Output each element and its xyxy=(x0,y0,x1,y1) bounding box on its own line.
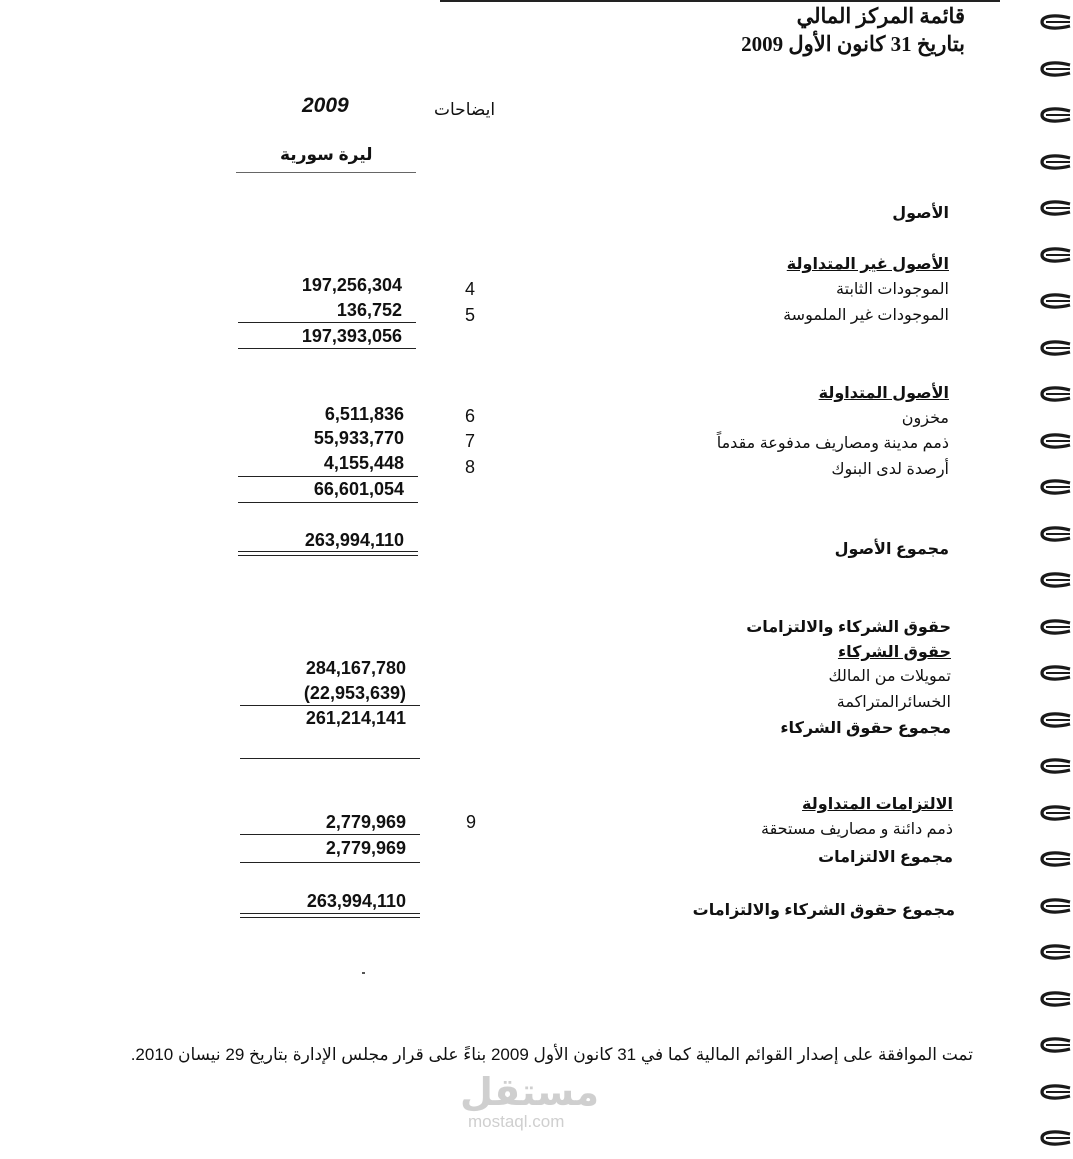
inventory-amount: 6,511,836 xyxy=(324,404,404,424)
binding-ring-icon xyxy=(1040,107,1070,121)
binding-ring-icon xyxy=(1040,1037,1070,1051)
watermark-logo: مستقل xyxy=(460,1072,599,1114)
subtotal-rule xyxy=(238,348,416,349)
fixed-assets-note: 4 xyxy=(464,279,475,299)
equity-heading: حقوق الشركاء xyxy=(837,644,951,661)
intangible-assets-note: 5 xyxy=(464,305,475,325)
bank-balances-note: 8 xyxy=(464,457,475,477)
blank-rule xyxy=(240,758,420,759)
receivables-note: 7 xyxy=(464,431,475,451)
grand-total-amount: 263,994,110 xyxy=(306,891,406,911)
total-equity-label: مجموع حقوق الشركاء xyxy=(780,720,951,737)
binding-ring-icon xyxy=(1040,712,1070,726)
total-assets-amount: 263,994,110 xyxy=(304,530,404,550)
binding-ring-icon xyxy=(1040,154,1070,168)
bank-balances-label: أرصدة لدى البنوك xyxy=(831,461,949,478)
accumulated-losses-label: الخسائرالمتراكمة xyxy=(836,694,951,711)
owner-funding-label: تمويلات من المالك xyxy=(828,668,951,685)
scan-speck xyxy=(362,972,365,974)
total-liabilities-amount: 2,779,969 xyxy=(325,838,406,858)
current-assets-heading: الأصول المتداولة xyxy=(818,385,949,402)
fixed-assets-amount: 197,256,304 xyxy=(301,275,402,295)
equity-liabilities-heading: حقوق الشركاء والالتزامات xyxy=(746,619,951,636)
statement-date: بتاريخ 31 كانون الأول 2009 xyxy=(741,32,965,56)
intangible-assets-amount: 136,752 xyxy=(336,300,402,320)
currency-underline xyxy=(236,172,416,173)
payables-label: ذمم دائنة و مصاريف مستحقة xyxy=(760,821,953,838)
total-rule xyxy=(238,551,418,552)
binding-ring-icon xyxy=(1040,851,1070,865)
subtotal-rule xyxy=(240,862,420,863)
total-rule xyxy=(240,917,420,918)
binding-ring-icon xyxy=(1040,898,1070,912)
binding-ring-icon xyxy=(1040,247,1070,261)
year-column-header: 2009 xyxy=(302,94,349,117)
binding-ring-icon xyxy=(1040,433,1070,447)
receivables-amount: 55,933,770 xyxy=(313,428,404,448)
watermark-url: mostaql.com xyxy=(468,1112,565,1131)
approval-footnote: تمت الموافقة على إصدار القوائم المالية كما في 31 كانون الأول 2009 بناءً على قرار مجلس الإدارة بتاريخ 29 نيسان 2010. xyxy=(130,1045,973,1064)
binding-ring-icon xyxy=(1040,805,1070,819)
binding-ring-icon xyxy=(1040,991,1070,1005)
top-border-line xyxy=(440,0,1000,2)
payables-note: 9 xyxy=(465,812,476,832)
fixed-assets-label: الموجودات الثابتة xyxy=(836,281,949,298)
binding-ring-icon xyxy=(1040,758,1070,772)
binding-ring-icon xyxy=(1040,340,1070,354)
accumulated-losses-amount: (22,953,639) xyxy=(303,683,406,703)
receivables-label: ذمم مدينة ومصاريف مدفوعة مقدماً xyxy=(716,435,949,452)
payables-amount: 2,779,969 xyxy=(325,812,406,832)
inventory-label: مخزون xyxy=(901,410,949,427)
subtotal-rule xyxy=(240,834,420,835)
binding-ring-icon xyxy=(1040,572,1070,586)
non-current-assets-subtotal: 197,393,056 xyxy=(301,326,402,346)
binding-ring-icon xyxy=(1040,479,1070,493)
binding-ring-icon xyxy=(1040,1084,1070,1098)
binding-ring-icon xyxy=(1040,944,1070,958)
non-current-assets-heading: الأصول غير المتداولة xyxy=(786,256,949,273)
statement-title: قائمة المركز المالي xyxy=(796,4,965,28)
owner-funding-amount: 284,167,780 xyxy=(305,658,406,678)
binding-ring-icon xyxy=(1040,14,1070,28)
subtotal-rule xyxy=(238,322,416,323)
binding-ring-icon xyxy=(1040,386,1070,400)
binding-ring-icon xyxy=(1040,619,1070,633)
total-liabilities-label: مجموع الالتزامات xyxy=(818,849,953,866)
current-liabilities-heading: الالتزامات المتداولة xyxy=(802,796,953,813)
binding-ring-icon xyxy=(1040,293,1070,307)
total-assets-label: مجموع الأصول xyxy=(834,541,949,558)
intangible-assets-label: الموجودات غير الملموسة xyxy=(783,307,949,324)
total-equity-amount: 261,214,141 xyxy=(305,708,406,728)
inventory-note: 6 xyxy=(464,406,475,426)
grand-total-label: مجموع حقوق الشركاء والالتزامات xyxy=(692,902,955,919)
binding-ring-icon xyxy=(1040,1130,1070,1144)
binding-ring-icon xyxy=(1040,61,1070,75)
assets-heading: الأصول xyxy=(892,205,949,222)
binding-ring-icon xyxy=(1040,526,1070,540)
notes-column-header: ايضاحات xyxy=(434,100,496,119)
current-assets-subtotal: 66,601,054 xyxy=(313,479,404,499)
subtotal-rule xyxy=(238,476,418,477)
binding-ring-icon xyxy=(1040,200,1070,214)
subtotal-rule xyxy=(238,502,418,503)
total-rule xyxy=(238,555,418,556)
binding-ring-icon xyxy=(1040,665,1070,679)
spiral-binding xyxy=(1040,0,1073,1159)
subtotal-rule xyxy=(240,705,420,706)
bank-balances-amount: 4,155,448 xyxy=(323,453,404,473)
total-rule xyxy=(240,913,420,914)
currency-label: ليرة سورية xyxy=(280,145,373,164)
